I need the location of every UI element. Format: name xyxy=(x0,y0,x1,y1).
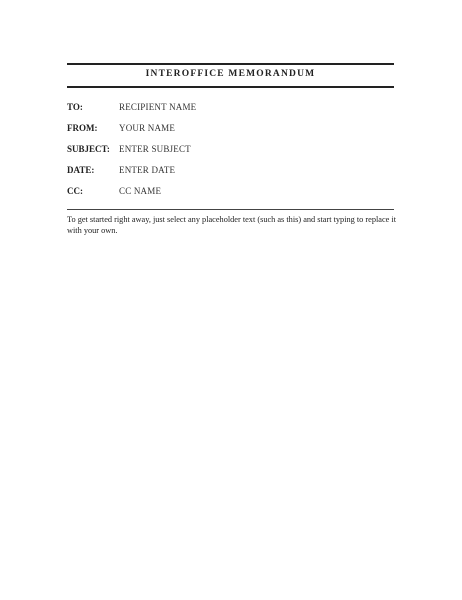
date-row xyxy=(67,165,394,186)
from-label: FROM: xyxy=(67,123,98,133)
top-rule xyxy=(67,63,394,65)
from-row xyxy=(67,123,394,144)
body-divider xyxy=(67,209,394,210)
subject-row xyxy=(67,144,394,165)
title-rule xyxy=(67,86,394,88)
from-field[interactable]: YOUR NAME xyxy=(119,123,176,133)
memo-title[interactable]: INTEROFFICE MEMORANDUM xyxy=(145,69,316,79)
subject-field[interactable]: ENTER SUBJECT xyxy=(119,144,191,154)
cc-field[interactable]: CC NAME xyxy=(119,186,162,196)
subject-label: SUBJECT: xyxy=(67,144,110,154)
memo-body-text[interactable]: To get started right away, just select any placeholder text (such as this) and start typing to replace it with your own. xyxy=(67,215,397,235)
cc-row xyxy=(67,186,394,207)
to-row xyxy=(67,102,394,123)
memo-header-fields xyxy=(67,102,394,207)
cc-label: CC: xyxy=(67,186,83,196)
date-label: DATE: xyxy=(67,165,95,175)
to-field[interactable]: RECIPIENT NAME xyxy=(119,102,197,112)
date-field[interactable]: ENTER DATE xyxy=(119,165,176,175)
to-label: TO: xyxy=(67,102,83,112)
